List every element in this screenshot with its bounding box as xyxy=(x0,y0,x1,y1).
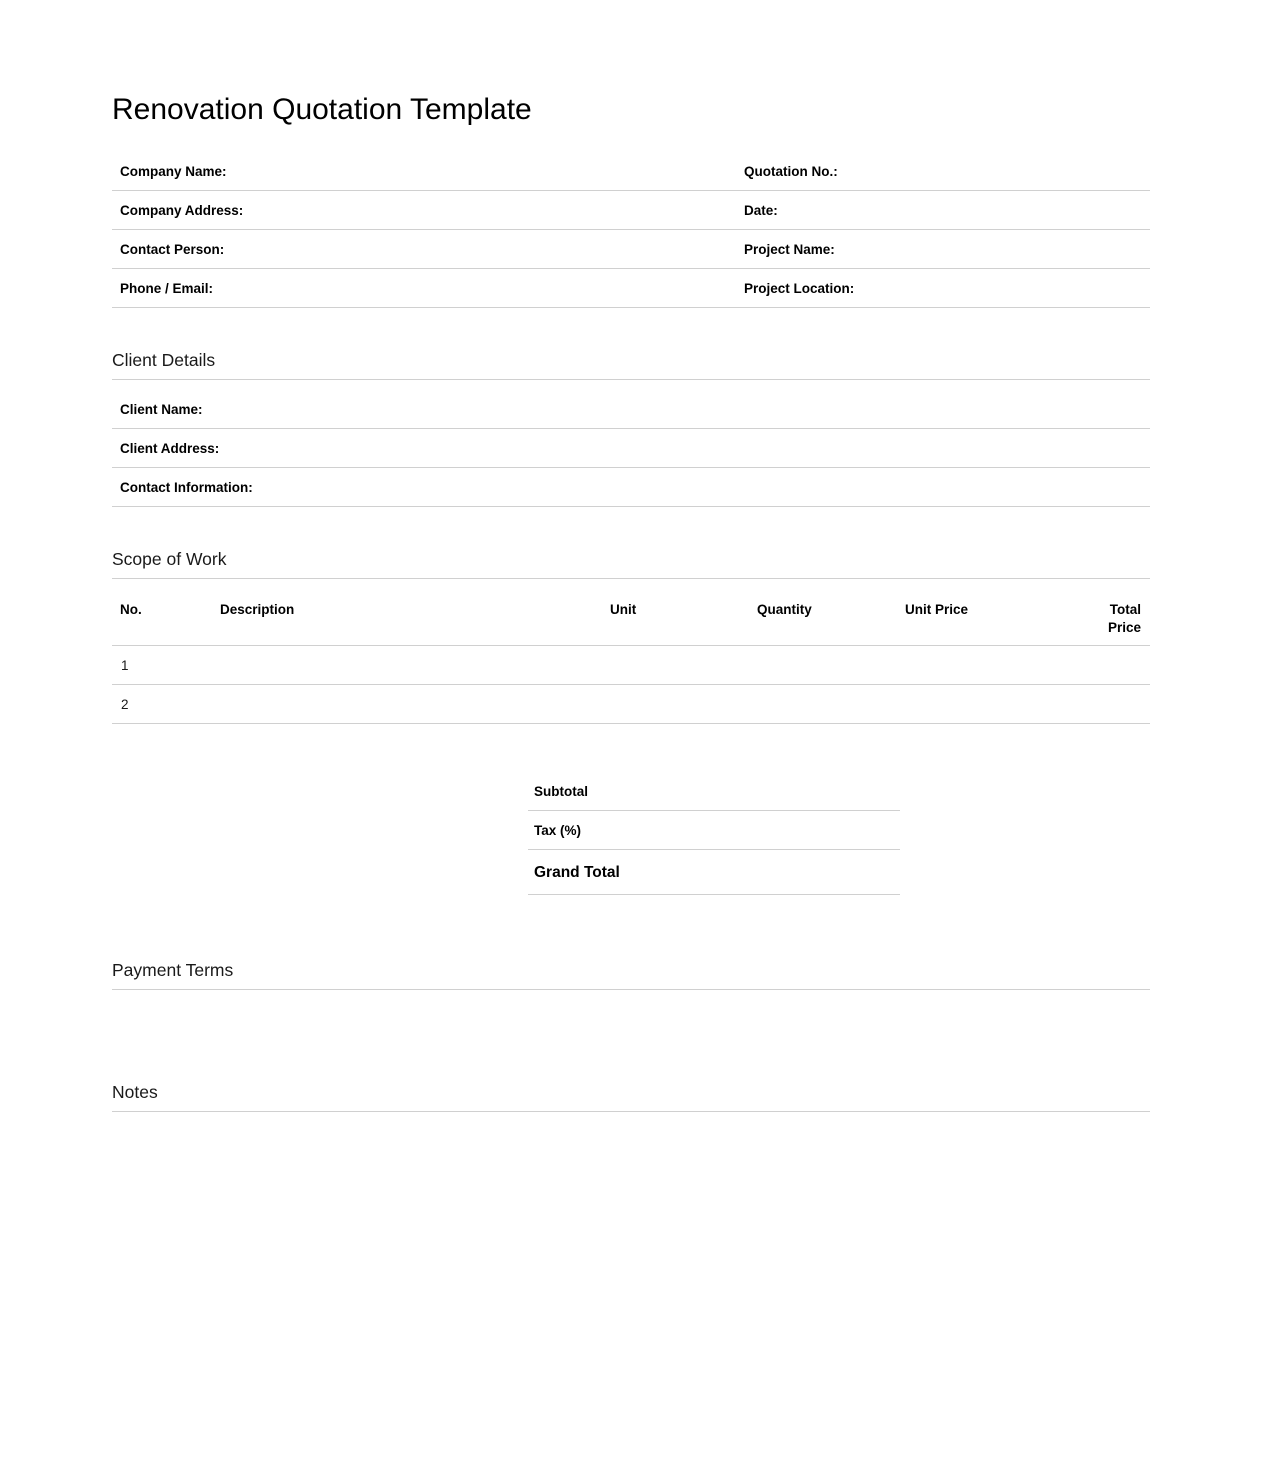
contact-information-label: Contact Information: xyxy=(120,480,253,495)
project-location-label: Project Location: xyxy=(744,281,855,296)
divider xyxy=(112,190,1150,191)
divider xyxy=(112,989,1150,990)
column-header-no: No. xyxy=(120,602,142,617)
row-no: 1 xyxy=(121,658,129,673)
divider xyxy=(112,229,1150,230)
column-header-total-price: Total Price xyxy=(1107,602,1141,635)
company-name-label: Company Name: xyxy=(120,164,227,179)
row-no: 2 xyxy=(121,697,129,712)
column-header-quantity: Quantity xyxy=(757,602,812,617)
divider xyxy=(112,379,1150,380)
notes-heading: Notes xyxy=(112,1082,158,1102)
scope-of-work-heading: Scope of Work xyxy=(112,549,227,569)
notes-content[interactable] xyxy=(120,1124,1158,1214)
divider xyxy=(528,894,900,895)
project-name-label: Project Name: xyxy=(744,242,835,257)
date-label: Date: xyxy=(744,203,778,218)
page-title: Renovation Quotation Template xyxy=(112,93,532,126)
divider xyxy=(112,723,1150,724)
client-name-label: Client Name: xyxy=(120,402,203,417)
grand-total-label: Grand Total xyxy=(534,864,620,881)
divider xyxy=(112,684,1150,685)
payment-terms-content[interactable] xyxy=(120,1002,1158,1072)
divider xyxy=(528,810,900,811)
phone-email-label: Phone / Email: xyxy=(120,281,214,296)
company-address-label: Company Address: xyxy=(120,203,244,218)
client-address-label: Client Address: xyxy=(120,441,220,456)
divider xyxy=(112,467,1150,468)
divider xyxy=(112,307,1150,308)
divider xyxy=(112,1111,1150,1112)
payment-terms-heading: Payment Terms xyxy=(112,960,234,980)
column-header-unit-price: Unit Price xyxy=(905,602,969,617)
divider xyxy=(112,428,1150,429)
divider xyxy=(112,506,1150,507)
contact-person-label: Contact Person: xyxy=(120,242,225,257)
quotation-no-label: Quotation No.: xyxy=(744,164,838,179)
divider xyxy=(112,578,1150,579)
subtotal-label: Subtotal xyxy=(534,784,588,799)
divider xyxy=(528,849,900,850)
divider xyxy=(112,268,1150,269)
tax-label: Tax (%) xyxy=(534,823,582,838)
divider xyxy=(112,645,1150,646)
column-header-description: Description xyxy=(220,602,295,617)
client-details-heading: Client Details xyxy=(112,350,216,370)
column-header-unit: Unit xyxy=(610,602,637,617)
